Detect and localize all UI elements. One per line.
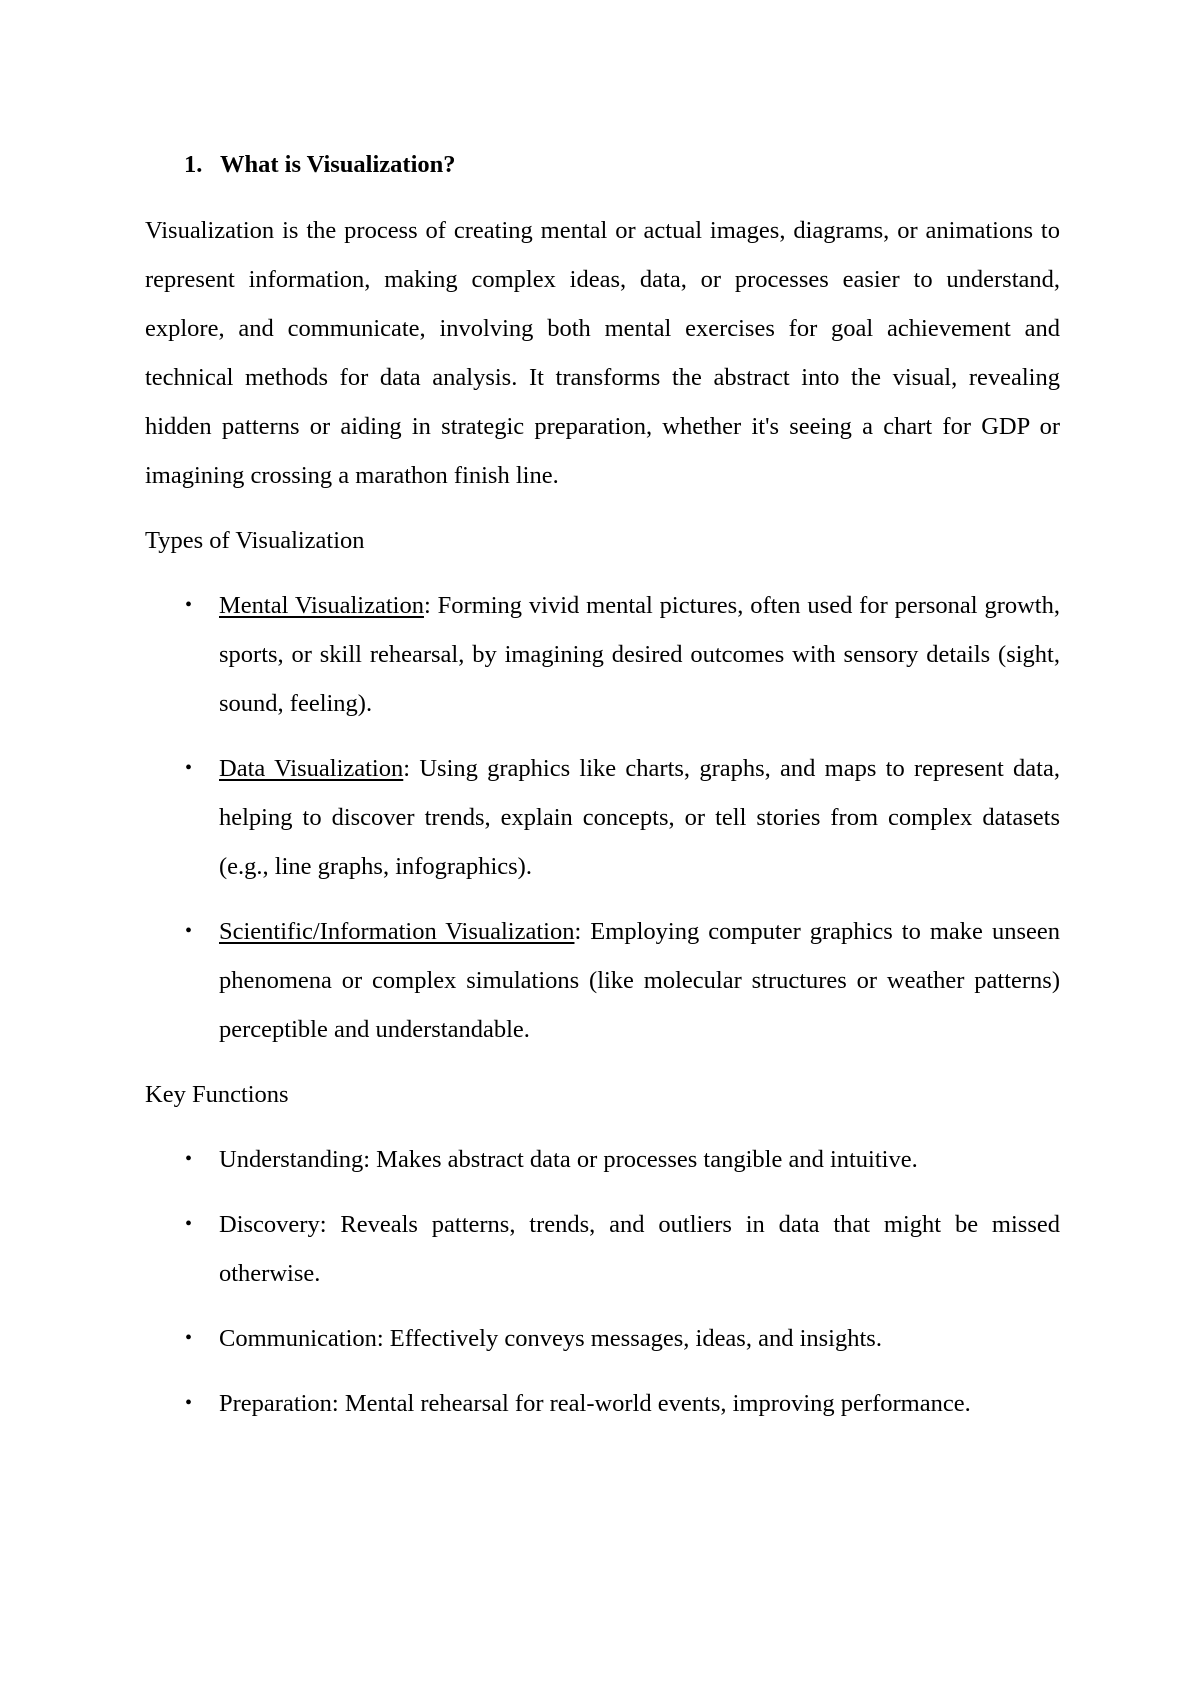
function-text: Discovery: Reveals patterns, trends, and outliers in data that might be missed otherwise. [219,1211,1060,1287]
function-text: Preparation: Mental rehearsal for real-world events, improving performance. [219,1390,971,1417]
type-term: Mental Visualization [219,592,424,619]
bullet-icon: • [185,920,193,942]
functions-list [145,1135,1060,1428]
functions-list-item [145,1135,1060,1184]
type-term: Scientific/Information Visualization [219,918,575,945]
type-description: Using graphics like charts, graphs, and maps to represent data, helping to discover trends, explain concepts, or tell stories from complex datasets (e.g., line graphs, infographics). [219,755,1060,880]
functions-subheading: Key Functions [145,1081,289,1108]
bullet-icon: • [185,1327,193,1349]
heading-number: 1. [184,151,203,178]
bullet-icon: • [185,1392,193,1414]
type-separator: : [574,918,582,945]
section-heading [145,140,1060,189]
function-text: Understanding: Makes abstract data or processes tangible and intuitive. [219,1146,918,1173]
type-separator: : [403,755,411,782]
type-term: Data Visualization [219,755,404,782]
bullet-icon: • [185,757,193,779]
types-list-item [145,581,1060,728]
intro-paragraph: Visualization is the process of creating mental or actual images, diagrams, or animations to represent information, making complex ideas, data, or processes easier to understand, explore, and communicate, involving both mental exercises for goal achievement and technical methods for data analysis. It transforms the abstract into the visual, revealing hidden patterns or aiding in strategic preparation, whether it's seeing a chart for GDP or imagining crossing a marathon finish line. [145,217,1060,489]
types-list-item [145,744,1060,891]
heading-text: What is Visualization? [220,151,456,178]
bullet-icon: • [185,594,193,616]
bullet-icon: • [185,1213,193,1235]
document-body [145,140,1060,1444]
functions-list-item [145,1314,1060,1363]
type-separator: : [423,592,431,619]
function-text: Communication: Effectively conveys messages, ideas, and insights. [219,1325,882,1352]
types-subheading: Types of Visualization [145,527,365,554]
functions-list-item [145,1379,1060,1428]
bullet-icon: • [185,1148,193,1170]
functions-list-item [145,1200,1060,1298]
type-description: Employing computer graphics to make unseen phenomena or complex simulations (like molecular structures or weather patterns) perceptible and understandable. [219,918,1060,1043]
types-list [145,581,1060,1054]
types-list-item [145,907,1060,1054]
type-description: Forming vivid mental pictures, often used for personal growth, sports, or skill rehearsal, by imagining desired outcomes with sensory details (sight, sound, feeling). [219,592,1060,717]
